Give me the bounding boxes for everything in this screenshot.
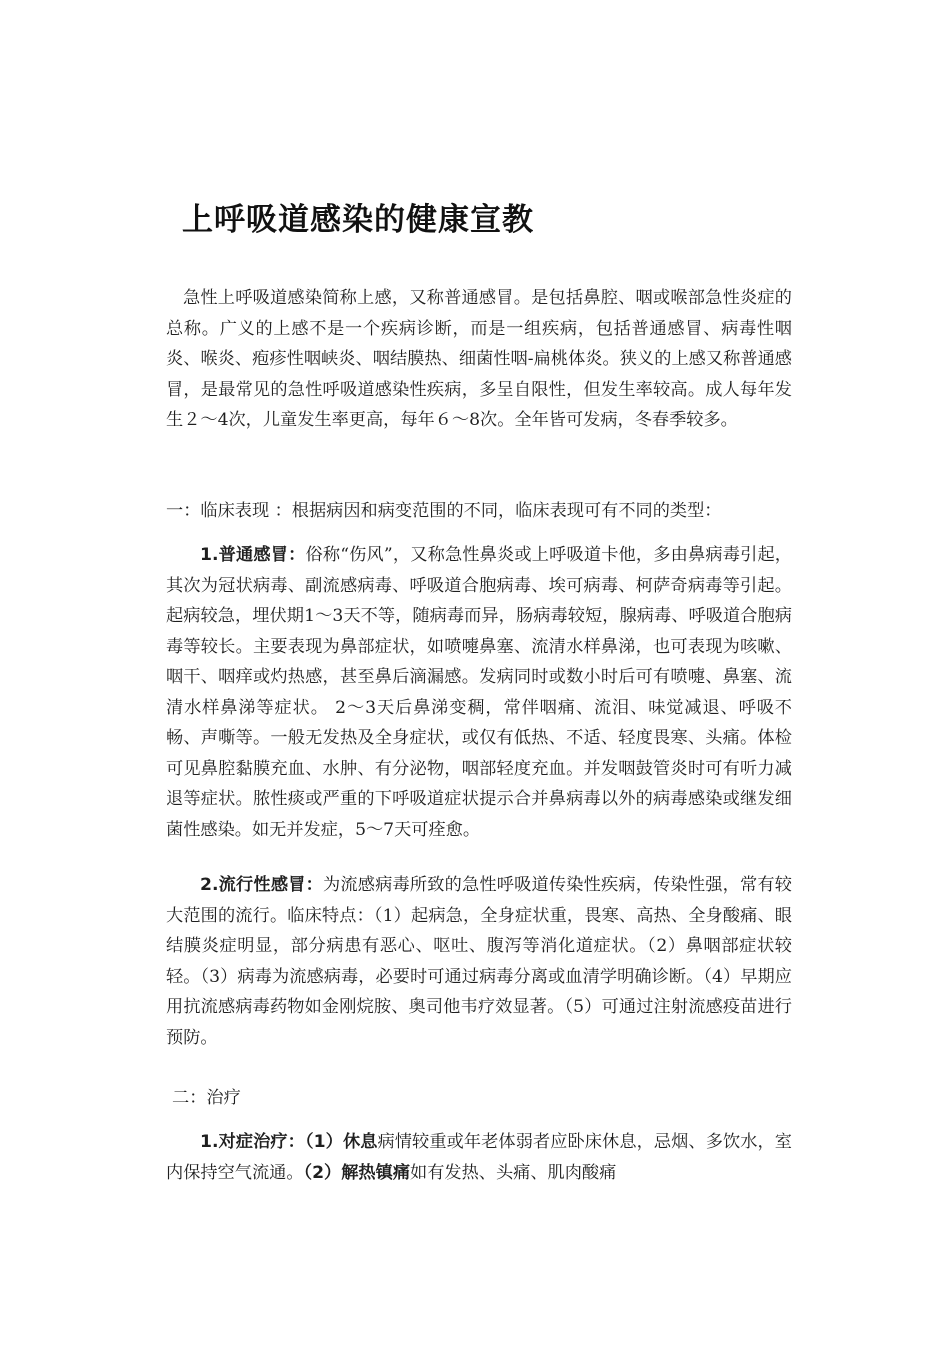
subitem-text-rest: 病情较重或年老体弱者应卧床休息，忌烟、多饮水，室内保持空气流通。 — [166, 1132, 792, 1183]
section-heading-treatment: 二：治疗 — [172, 1088, 241, 1108]
subitem-text-antipyretic: 如有发热、头痛、肌肉酸痛 — [410, 1162, 617, 1183]
paragraph-influenza — [166, 870, 792, 1053]
item-text-influenza: 为流感病毒所致的急性呼吸道传染性疾病，传染性强，常有较大范围的流行。临床特点：（1）起病急，全身症状重，畏寒、高热、全身酸痛、眼结膜炎症明显，部分病患有恶心、呕吐、腹泻等消化道症状。（2）鼻咽部症状较轻。（3）病毒为流感病毒，必要时可通过病毒分离或血清学明确诊断。（4）早期应用抗流感病毒药物如金刚烷胺、奥司他韦疗效显著。（5）可通过注射流感疫苗进行预防。 — [166, 875, 792, 1048]
item-text-common-cold: 俗称“伤风”，又称急性鼻炎或上呼吸道卡他，多由鼻病毒引起，其次为冠状病毒、副流感病毒、呼吸道合胞病毒、埃可病毒、柯萨奇病毒等引起。起病较急，埋伏期1～3天不等，随病毒而异，肠病毒较短，腺病毒、呼吸道合胞病毒等较长。主要表现为鼻部症状，如喷嚏鼻塞、流清水样鼻涕，也可表现为咳嗽、咽干、咽痒或灼热感，甚至鼻后滴漏感。发病同时或数小时后可有喷嚏、鼻塞、流清水样鼻涕等症状。 2～3天后鼻涕变稠，常伴咽痛、流泪、味觉减退、呼吸不畅、声嘶等。一般无发热及全身症状，或仅有低热、不适、轻度畏寒、头痛。体检可见鼻腔黏膜充血、水肿、有分泌物，咽部轻度充血。并发咽鼓管炎时可有听力减退等症状。脓性痰或严重的下呼吸道症状提示合并鼻病毒以外的病毒感染或继发细菌性感染。如无并发症，5～7天可痊愈。 — [166, 545, 792, 840]
item-label-influenza: 2.流行性感冒： — [200, 875, 323, 895]
item-label-symptomatic: 1.对症治疗： — [200, 1132, 305, 1152]
subitem-label-antipyretic: （2）解热镇痛 — [303, 1162, 411, 1183]
paragraph-symptomatic-treatment — [166, 1127, 792, 1188]
subitem-label-rest: （1）休息 — [304, 1132, 378, 1152]
section-heading-clinical: 一：临床表现 ：根据病因和病变范围的不同，临床表现可有不同的类型： — [166, 501, 722, 521]
intro-paragraph: 急性上呼吸道感染简称上感，又称普通感冒。是包括鼻腔、咽或喉部急性炎症的总称。广义的上感不是一个疾病诊断，而是一组疾病，包括普通感冒、病毒性咽炎、喉炎、疱疹性咽峡炎、咽结膜热、细菌性咽-扁桃体炎。狭义的上感又称普通感冒，是最常见的急性呼吸道感染性疾病，多呈自限性，但发生率较高。成人每年发生２～4次，儿童发生率更高，每年６～8次。全年皆可发病，冬春季较多。 — [166, 288, 792, 430]
document-title: 上呼吸道感染的健康宣教 — [182, 202, 534, 238]
item-label-common-cold: 1.普通感冒： — [200, 545, 306, 565]
paragraph-common-cold — [166, 540, 792, 845]
